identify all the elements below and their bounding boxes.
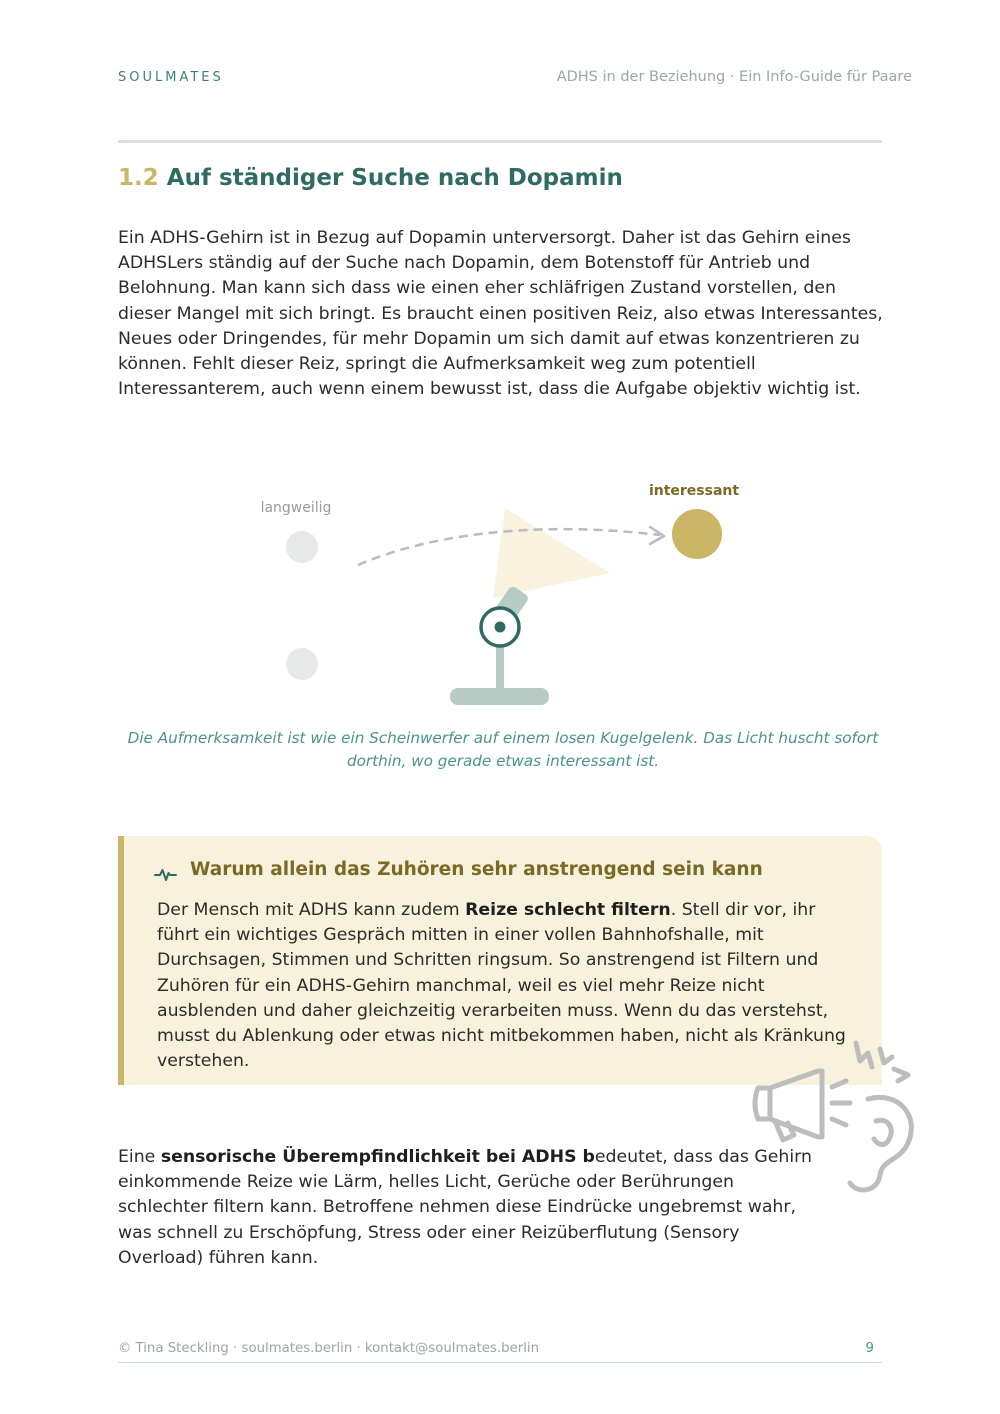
callout-text: Der Mensch mit ADHS kann zudem Reize schlecht filtern. Stell dir vor, ihr führt ein wichtiges Gespräch mitten in einer vollen Bahnhofshalle, mit Durchsagen, Stimmen und Schritten ringsum. So anstrengend ist Filtern und Zuhören für ein ADHS-Gehirn manchmal, weil es viel mehr Reize nicht ausblenden und daher gleichzeitig verarbeiten muss. Wenn du das verstehst, musst du Ablenkung oder etwas nicht mitbekommen haben, nicht als Kränkung verstehen. [157,900,846,1072]
intro-paragraph: Ein ADHS-Gehirn ist in Bezug auf Dopamin unterversorgt. Daher ist das Gehirn eines ADHSLers ständig auf der Suche nach Dopamin, dem Botenstoff für Antrieb und Belohnung. Man kann sich dass wie einen eher schläfrigen Zustand vorstellen, den dieser Mangel mit sich bringt. Es braucht einen positiven Reiz, also etwas Interessantes, Neues oder Dringendes, für mehr Dopamin um sich damit auf etwas konzentrieren zu können. Fehlt dieser Reiz, springt die Aufmerksamkeit weg zum potentiell Interessanterem, auch wenn einem bewusst ist, dass die Aufgabe objektiv wichtig ist. [118,228,883,400]
lamp-pole [496,645,504,693]
illustration-caption: Die Aufmerksamkeit ist wie ein Scheinwerfer auf einem losen Kugelgelenk. Das Licht huscht sofort dorthin, wo gerade etwas interessant ist. [127,729,879,770]
label-interesting: interessant [648,483,740,499]
sensory-paragraph: Eine sensorische Überempfindlichkeit bei ADHS bedeutet, dass das Gehirn einkommende Reize wie Lärm, helles Licht, Gerüche oder Berührungen schlechter filtern kann. Betroffene nehmen diese Eindrücke ungebremst wahr, was schnell zu Erschöpfung, Stress oder einer Reizüberflutung (Sensory Overload) führen kann. [118,1147,812,1268]
section-heading [118,165,623,191]
label-boring: langweilig [260,500,332,516]
spotlight-illustration [250,470,750,720]
pulse-icon [154,862,178,886]
light-beam [493,508,610,598]
lamp-base [450,688,549,705]
brand-name: SOULMATES [118,70,224,85]
footer-divider [118,1362,882,1363]
interesting-circle [672,509,722,559]
section-number: 1.2 [118,165,159,191]
page-number: 9 [865,1341,874,1356]
document-title: ADHS in der Beziehung · Ein Info-Guide für Paare [556,69,912,85]
section-title: Auf ständiger Suche nach Dopamin [166,165,623,191]
header-divider [118,140,882,143]
sensory-emphasis: sensorische Überempfindlichkeit bei ADHS b [160,1147,595,1167]
callout-emphasis: Reize schlecht filtern [465,900,671,920]
callout-title: Warum allein das Zuhören sehr anstrengend sein kann [190,859,763,880]
callout-accent-bar [118,836,124,1085]
boring-circle-bottom [286,648,318,680]
boring-circle-top [286,531,318,563]
footer-text: © Tina Steckling · soulmates.berlin · kontakt@soulmates.berlin [118,1341,540,1356]
lamp-joint-center [495,622,506,633]
